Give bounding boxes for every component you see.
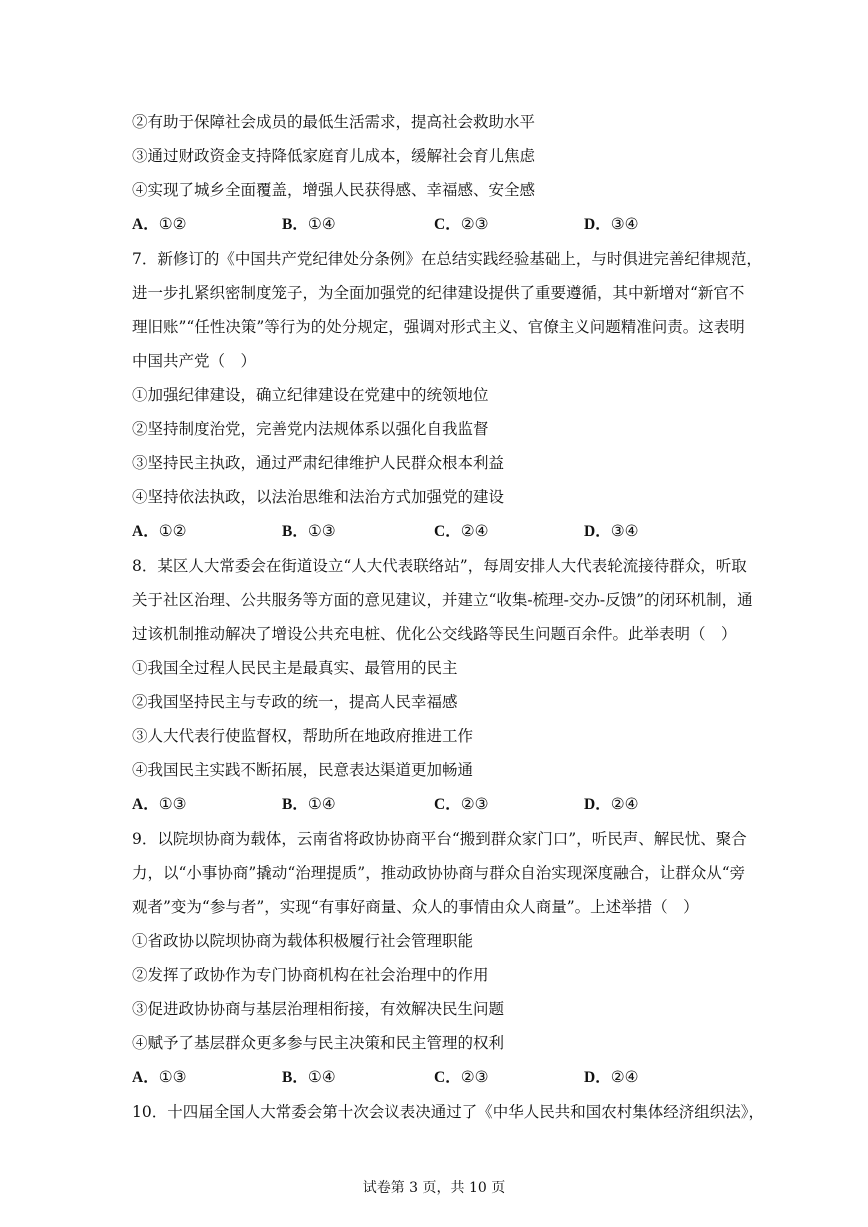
option-value: ①②	[158, 522, 187, 540]
q6-option-b[interactable]	[282, 213, 336, 236]
q9-item-3: ③促进政协协商与基层治理相衔接，有效解决民生问题	[132, 1000, 505, 1018]
option-key: C．	[434, 796, 461, 813]
option-key: C．	[434, 216, 461, 233]
q6-option-d[interactable]	[584, 213, 639, 236]
q8-stem-line: 8．某区人大常委会在街道设立“人大代表联络站”，每周安排人大代表轮流接待群众，听取	[132, 557, 747, 575]
option-key: A．	[132, 796, 159, 813]
option-key: A．	[132, 216, 159, 233]
q8-item-1: ①我国全过程人民民主是最真实、最管用的民主	[132, 659, 458, 677]
option-key: C．	[434, 1069, 461, 1086]
q8-item-2: ②我国坚持民主与专政的统一，提高人民幸福感	[132, 693, 458, 711]
q8-option-d[interactable]	[584, 793, 639, 816]
option-value: ②④	[610, 795, 639, 813]
q7-options	[132, 520, 782, 542]
option-key: D．	[584, 523, 611, 540]
q8-option-c[interactable]	[434, 793, 489, 816]
q7-option-b[interactable]	[282, 520, 336, 543]
q9-option-c[interactable]	[434, 1066, 489, 1089]
option-key: D．	[584, 1069, 611, 1086]
option-value: ②③	[460, 795, 489, 813]
q6-item-2: ②有助于保障社会成员的最低生活需求，提高社会救助水平	[132, 113, 536, 131]
option-value: ②④	[610, 1068, 639, 1086]
q9-stem-line: 观者”变为“参与者”，实现“有事好商量、众人的事情由众人商量”。上述举措（ ）	[132, 898, 699, 916]
option-value: ③④	[610, 215, 639, 233]
option-key: A．	[132, 1069, 159, 1086]
option-value: ①③	[158, 1068, 187, 1086]
option-key: B．	[282, 216, 308, 233]
option-value: ②③	[460, 215, 489, 233]
option-key: B．	[282, 796, 308, 813]
q7-option-d[interactable]	[584, 520, 639, 543]
q7-item-3: ③坚持民主执政，通过严肃纪律维护人民群众根本利益	[132, 454, 505, 472]
q7-stem-line: 理旧账”“任性决策”等行为的处分规定，强调对形式主义、官僚主义问题精准问责。这表明	[132, 318, 745, 336]
q9-item-2: ②发挥了政协作为专门协商机构在社会治理中的作用	[132, 966, 489, 984]
q9-item-4: ④赋予了基层群众更多参与民主决策和民主管理的权利	[132, 1034, 505, 1052]
option-key: C．	[434, 523, 461, 540]
q9-option-b[interactable]	[282, 1066, 336, 1089]
q8-stem-line: 过该机制推动解决了增设公共充电桩、优化公交线路等民生问题百余件。此举表明（ ）	[132, 625, 737, 643]
q6-item-3: ③通过财政资金支持降低家庭育儿成本，缓解社会育儿焦虑	[132, 147, 536, 165]
option-value: ①④	[307, 215, 336, 233]
q8-option-b[interactable]	[282, 793, 336, 816]
q8-item-4: ④我国民主实践不断拓展，民意表达渠道更加畅通	[132, 761, 474, 779]
q10-stem-line: 10．十四届全国人大常委会第十次会议表决通过了《中华人民共和国农村集体经济组织法》，	[132, 1103, 764, 1121]
q8-option-a[interactable]	[132, 793, 187, 816]
q7-option-c[interactable]	[434, 520, 489, 543]
q7-item-1: ①加强纪律建设，确立纪律建设在党建中的统领地位	[132, 386, 489, 404]
option-value: ①④	[307, 795, 336, 813]
q9-item-1: ①省政协以院坝协商为载体积极履行社会管理职能	[132, 932, 474, 950]
q7-item-4: ④坚持依法执政，以法治思维和法治方式加强党的建设	[132, 488, 505, 506]
q9-option-a[interactable]	[132, 1066, 187, 1089]
q9-stem-line: 力，以“小事协商”撬动“治理提质”，推动政协协商与群众自治实现深度融合，让群众从“旁	[132, 864, 746, 882]
option-value: ③④	[610, 522, 639, 540]
page-footer: 试卷第 3 页，共 10 页	[362, 1180, 506, 1196]
option-key: A．	[132, 523, 159, 540]
option-value: ①③	[158, 795, 187, 813]
q7-item-2: ②坚持制度治党，完善党内法规体系以强化自我监督	[132, 420, 489, 438]
option-key: B．	[282, 523, 308, 540]
q9-option-d[interactable]	[584, 1066, 639, 1089]
option-value: ①③	[307, 522, 336, 540]
q6-options	[132, 213, 782, 235]
option-key: D．	[584, 216, 611, 233]
q9-stem-line: 9．以院坝协商为载体，云南省将政协协商平台“搬到群众家门口”，听民声、解民忧、聚合	[132, 830, 747, 848]
option-key: B．	[282, 1069, 308, 1086]
q8-stem-line: 关于社区治理、公共服务等方面的意见建议，并建立“收集-梳理-交办-反馈”的闭环机制，通	[132, 591, 753, 609]
q8-item-3: ③人大代表行使监督权，帮助所在地政府推进工作	[132, 727, 474, 745]
q7-stem-line: 7．新修订的《中国共产党纪律处分条例》在总结实践经验基础上，与时俱进完善纪律规范，	[132, 250, 762, 268]
option-value: ②③	[460, 1068, 489, 1086]
q9-options	[132, 1066, 782, 1088]
option-value: ①②	[158, 215, 187, 233]
q7-stem-line: 进一步扎紧织密制度笼子，为全面加强党的纪律建设提供了重要遵循，其中新增对“新官不	[132, 284, 745, 302]
option-value: ②④	[460, 522, 489, 540]
q8-options	[132, 793, 782, 815]
q6-option-c[interactable]	[434, 213, 489, 236]
q6-item-4: ④实现了城乡全面覆盖，增强人民获得感、幸福感、安全感	[132, 181, 536, 199]
q7-stem-line: 中国共产党（ ）	[132, 352, 257, 370]
option-value: ①④	[307, 1068, 336, 1086]
option-key: D．	[584, 796, 611, 813]
q6-option-a[interactable]	[132, 213, 187, 236]
q7-option-a[interactable]	[132, 520, 187, 543]
